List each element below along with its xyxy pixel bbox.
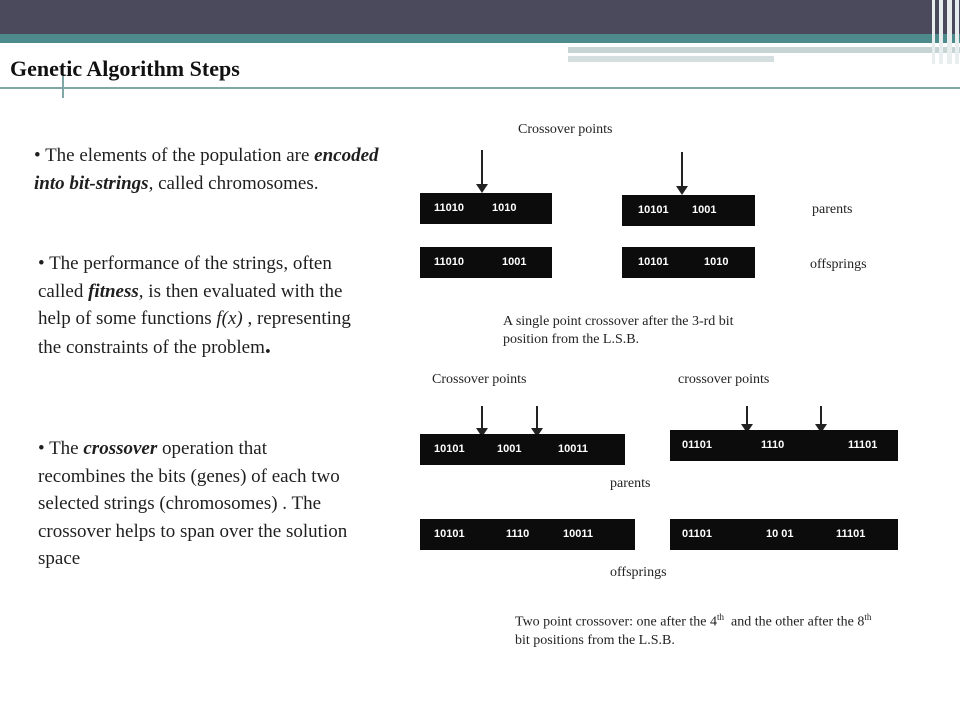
crossover-diagram <box>410 110 950 660</box>
bullet-crossover <box>38 435 358 573</box>
header-stripes <box>930 0 960 64</box>
parents-label: parents <box>610 476 651 491</box>
single-crossover-label: Crossover points <box>518 122 613 137</box>
slide-title: Genetic Algorithm Steps <box>10 56 240 81</box>
bullet-text: , is then evaluated with the help of some functions <box>38 280 343 329</box>
header-accent-band <box>568 47 960 53</box>
title-underline <box>0 87 960 89</box>
bullet-formula: f(x) <box>216 308 243 329</box>
bullet-text: operation that recombines the bits (genes) of each two selected strings (chromosomes) . The crossover helps to span over the solution space <box>38 438 348 569</box>
crossover-arrow <box>481 406 483 430</box>
bullet-encoding <box>34 142 394 197</box>
bullet-text: , called chromosomes. <box>148 172 319 194</box>
bullet-text: The <box>49 438 79 459</box>
offsprings-label: offsprings <box>810 257 867 272</box>
parent-chromosome-3: 10101 1001 10011 <box>420 434 625 465</box>
bullet-text: , representing the constraints of the problem <box>38 308 351 358</box>
single-crossover-caption: A single point crossover after the 3-rd bit position from the L.S.B. <box>503 314 734 347</box>
crossover-arrow <box>820 406 822 426</box>
parent-chromosome-1: 11010 1010 <box>420 193 552 224</box>
bullet-mark: • <box>38 438 45 459</box>
crossover-arrow <box>536 406 538 430</box>
bullet-fitness <box>38 250 368 361</box>
header-teal-band <box>0 34 960 43</box>
offspring-chromosome-1: 11010 1001 <box>420 247 552 278</box>
parent-chromosome-2: 10101 1001 <box>622 195 755 226</box>
two-crossover-label-right: crossover points <box>678 372 770 387</box>
bullet-text: The performance of the strings, often called <box>38 253 332 302</box>
crossover-arrow <box>481 150 483 186</box>
bullet-mark: • <box>38 253 45 274</box>
parent-chromosome-4: 01101 1110 11101 <box>670 430 898 461</box>
offsprings-label: offsprings <box>610 565 667 580</box>
offspring-chromosome-2: 10101 1010 <box>622 247 755 278</box>
offspring-chromosome-4: 01101 10 01 11101 <box>670 519 898 550</box>
bullet-mark: • <box>34 145 41 166</box>
bullet-text: The elements of the population are <box>45 145 310 166</box>
header-accent-band-short <box>568 56 774 62</box>
two-crossover-label-left: Crossover points <box>432 372 527 387</box>
bullet-emphasis: fitness <box>88 280 139 302</box>
crossover-arrow <box>681 152 683 188</box>
crossover-arrow <box>746 406 748 426</box>
parents-label: parents <box>812 202 853 217</box>
offspring-chromosome-3: 10101 1110 10011 <box>420 519 635 550</box>
bullet-emphasis: crossover <box>83 438 158 459</box>
bullet-emphasis: encoded into bit-strings <box>34 145 379 194</box>
bullet-period: . <box>264 332 271 359</box>
two-crossover-caption: Two point crossover: one after the 4th and the other after the 8th bit positions from the L.S.B. <box>515 612 872 648</box>
header-bar <box>0 0 960 34</box>
